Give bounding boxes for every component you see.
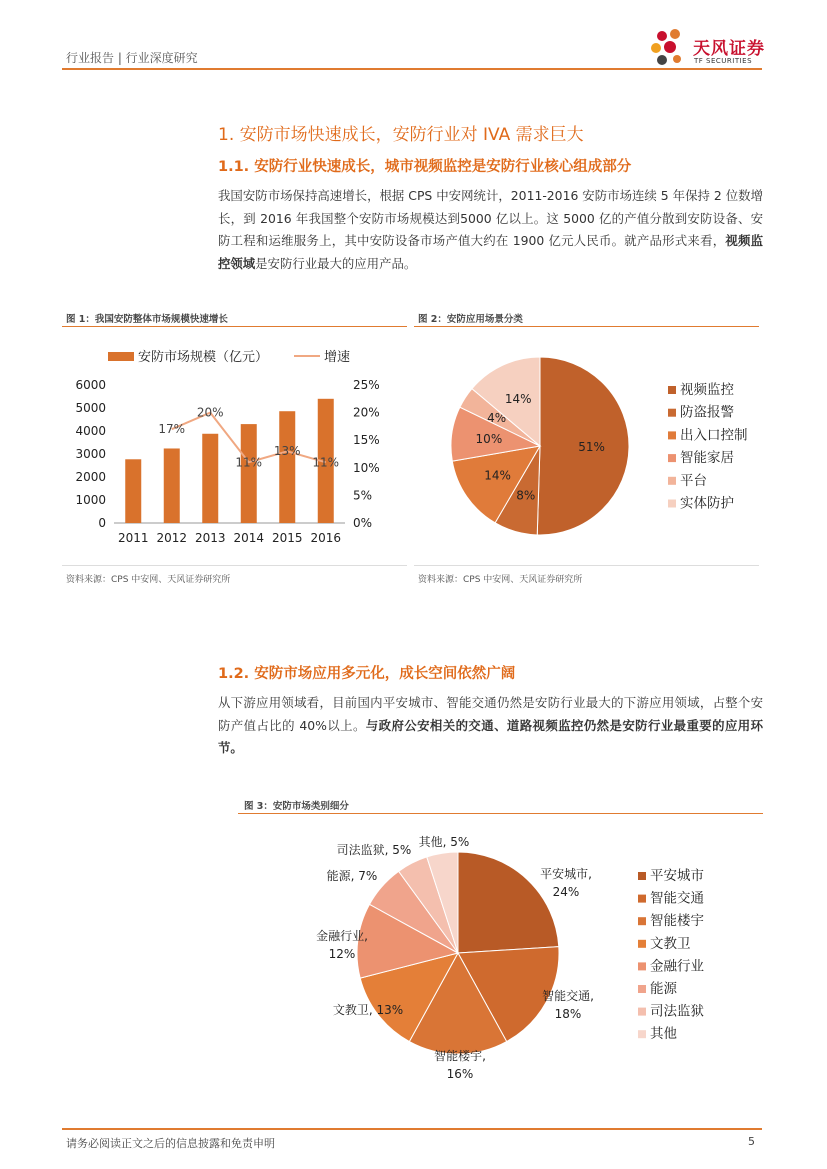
figure-3-title: 图 3：安防市场类别细分	[244, 801, 349, 812]
pie-data-label: 其他, 5%	[418, 835, 470, 849]
legend-swatch	[668, 431, 676, 439]
paragraph-1-text: 我国安防市场保持高速增长，根据 CPS 中安网统计，2011-2016 安防市场连续 5 年保持 2 位数增长，到 2016 年我国整个安防市场规模达到5000 亿以上。这 5000 亿的产值分散到安防设备、安防工程和运维服务上，其中安防设备市场产值大约在 1900 亿元人民币。就产品形式来看，	[218, 188, 763, 248]
x-tick-label: 2013	[194, 531, 226, 545]
growth-data-label: 11%	[312, 455, 340, 470]
market-category-pie	[238, 820, 763, 1090]
paragraph-2	[218, 692, 763, 760]
legend-label-line: 增速	[324, 350, 351, 365]
y-tick-label: 2000	[75, 470, 106, 484]
figure-2-rule	[414, 326, 759, 327]
figure-1-title: 图 1：我国安防整体市场规模快速增长	[66, 314, 228, 325]
pie-data-label: 8%	[516, 488, 536, 503]
y-tick-label: 1000	[75, 493, 106, 507]
paragraph-1-bold: 视频监控领域	[218, 233, 764, 271]
growth-data-label: 13%	[273, 444, 301, 459]
x-tick-label: 2015	[271, 531, 303, 545]
legend-swatch	[668, 477, 676, 485]
y-tick-label: 6000	[75, 378, 106, 392]
legend-label: 实体防护	[680, 495, 734, 512]
logo-en-text: TF SECURITIES	[694, 57, 753, 65]
pie-data-label: 51%	[578, 439, 605, 454]
legend-swatch	[638, 1008, 646, 1016]
paragraph-1-text-end: 是安防行业最大的应用产品。	[255, 255, 417, 271]
page-number: 5	[748, 1135, 755, 1148]
legend-label: 金融行业	[650, 958, 704, 975]
x-tick-label: 2014	[233, 531, 265, 545]
footer-disclaimer: 请务必阅读正文之后的信息披露和免责申明	[66, 1137, 275, 1150]
legend-label: 文教卫	[650, 935, 691, 952]
figure-1-bottom-rule	[62, 565, 407, 566]
y-tick-label: 5000	[75, 401, 106, 415]
legend-label: 平台	[680, 472, 707, 489]
pie-data-label: 文教卫, 13%	[332, 1003, 404, 1017]
sub-heading-1-1: 1.1. 安防行业快速成长，城市视频监控是安防行业核心组成部分	[218, 159, 632, 175]
logo-cn-text: 天风证券	[693, 39, 765, 59]
legend-swatch	[668, 454, 676, 462]
legend-swatch	[638, 1030, 646, 1038]
figure-1-rule	[62, 326, 407, 327]
legend-label: 司法监狱	[650, 1003, 704, 1020]
legend-swatch	[668, 386, 676, 394]
y2-tick-label: 25%	[353, 378, 380, 392]
section-heading: 1. 安防市场快速成长，安防行业对 IVA 需求巨大	[218, 125, 584, 145]
pie-data-label: 智能楼宇, 16%	[434, 1049, 486, 1081]
figure-2-title: 图 2：安防应用场景分类	[418, 314, 523, 325]
legend-swatch	[638, 917, 646, 925]
legend-label: 其他	[650, 1026, 677, 1043]
bar-2011	[125, 459, 141, 523]
pie-data-label: 10%	[475, 431, 503, 446]
legend-swatch	[638, 872, 646, 880]
legend-label: 智能楼宇	[650, 913, 704, 930]
legend-label: 能源	[650, 981, 677, 997]
figure-3-rule	[238, 813, 763, 814]
y2-tick-label: 5%	[353, 488, 373, 503]
bar-2015	[279, 411, 295, 523]
sub-heading-1-2: 1.2. 安防市场应用多元化，成长空间依然广阔	[218, 666, 516, 682]
legend-label: 出入口控制	[680, 427, 748, 444]
application-scene-pie	[414, 340, 759, 565]
footer-divider	[62, 1128, 762, 1130]
pie-data-label: 平安城市, 24%	[540, 867, 592, 899]
legend-label: 智能家居	[680, 450, 734, 467]
y-tick-label: 3000	[75, 447, 106, 461]
legend-label-bar: 安防市场规模（亿元）	[138, 350, 269, 365]
y-tick-label: 4000	[75, 424, 106, 438]
figure-1-source: 资料来源：CPS 中安网、天风证券研究所	[66, 575, 231, 585]
pie-data-label: 4%	[487, 410, 507, 425]
figure-2-bottom-rule	[414, 565, 759, 566]
pie-data-label: 14%	[484, 468, 511, 483]
paragraph-1	[218, 185, 763, 275]
y2-tick-label: 15%	[353, 433, 380, 448]
legend-swatch	[668, 500, 676, 508]
x-tick-label: 2012	[156, 531, 188, 545]
bar-2013	[202, 434, 218, 523]
y2-tick-label: 0%	[353, 516, 373, 530]
pie-data-label: 金融行业, 12%	[316, 929, 368, 961]
legend-swatch-bar	[108, 352, 134, 361]
growth-data-label: 17%	[158, 422, 186, 437]
bar-2012	[164, 448, 180, 523]
header-category: 行业报告 | 行业深度研究	[66, 51, 198, 65]
figure-2-source: 资料来源：CPS 中安网、天风证券研究所	[418, 575, 583, 585]
pie-data-label: 14%	[504, 392, 532, 407]
x-tick-label: 2016	[310, 531, 342, 545]
paragraph-2-text: 从下游应用领域看，目前国内平安城市、智能交通仍然是安防行业最大的下游应用领域，占整个安防产值占比的 40%以上。	[218, 695, 763, 733]
legend-label: 防盗报警	[680, 404, 734, 421]
legend-label: 视频监控	[680, 382, 734, 398]
legend-label: 智能交通	[650, 890, 704, 907]
legend-swatch	[668, 409, 676, 417]
market-size-chart	[62, 340, 407, 565]
legend-swatch	[638, 962, 646, 970]
growth-data-label: 20%	[196, 405, 224, 420]
x-tick-label: 2011	[117, 531, 149, 545]
legend-swatch	[638, 940, 646, 948]
bar-2014	[241, 424, 257, 523]
pie-data-label: 智能交通, 18%	[542, 989, 594, 1021]
pie-data-label: 能源, 7%	[326, 869, 378, 883]
y2-tick-label: 10%	[353, 460, 380, 475]
legend-label: 平安城市	[650, 868, 704, 884]
legend-swatch	[638, 895, 646, 903]
paragraph-2-bold: 与政府公安相关的交通、道路视频监控仍然是安防行业最重要的应用环节。	[218, 717, 763, 755]
y-tick-label: 0	[98, 516, 106, 530]
growth-data-label: 11%	[235, 455, 263, 470]
pie-data-label: 司法监狱, 5%	[336, 843, 412, 857]
legend-swatch	[638, 985, 646, 993]
company-logo-icon	[648, 26, 694, 72]
y2-tick-label: 20%	[353, 405, 380, 420]
